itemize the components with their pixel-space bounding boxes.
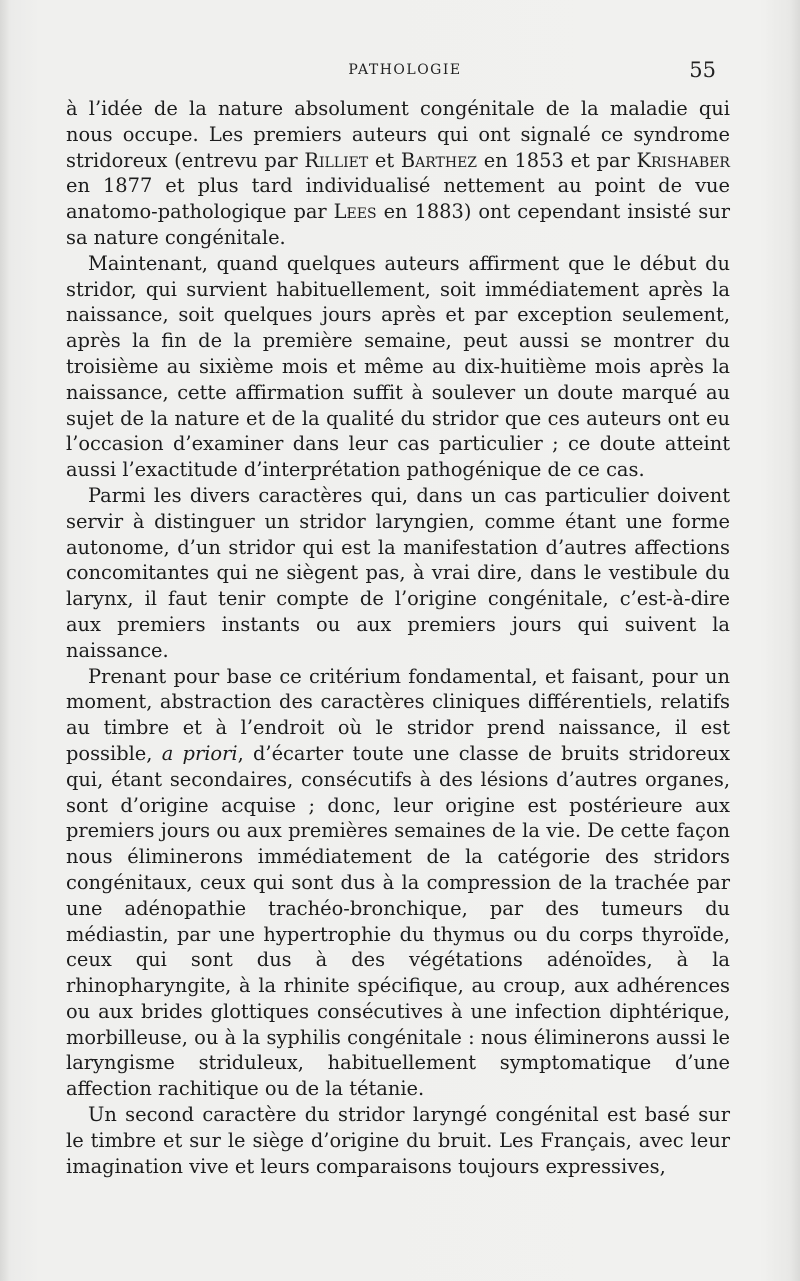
text-run: en 1853 et par	[477, 148, 637, 172]
text-run: à l’idée de la nature absolument congénitale de la maladie qui nous occupe. Les premiers auteurs qui ont signalé ce syndrome stridoreux (entrevu par	[66, 97, 730, 172]
body-text	[66, 96, 730, 1179]
paragraph	[66, 251, 730, 483]
paragraph	[66, 664, 730, 1103]
text-run: en 1877 et plus tard individualisé nettement au point de vue anatomo-pathologique par	[66, 174, 730, 224]
author-name: Krishaber	[636, 148, 730, 172]
author-name: Lees	[333, 200, 377, 224]
paragraph	[66, 96, 730, 251]
page-number: 55	[689, 58, 716, 82]
author-name: Rilliet	[304, 148, 369, 172]
text-run: Maintenant, quand quelques auteurs affirment que le début du stridor, qui survient habituellement, soit immédiatement après la naissance, soit quelques jours après et par exception seulement, après la fin de la première semaine, peut aussi se montrer du troisième au sixième mois et même au dix-huitième mois après la naissance, cette affirmation suffit à soulever un doute marqué au sujet de la nature et de la qualité du stridor que ces auteurs ont eu l’occasion d’examiner dans leur cas particulier ; ce doute atteint aussi l’exactitude d’interprétation pathogénique de ce cas.	[66, 251, 730, 482]
text-run: Parmi les divers caractères qui, dans un cas particulier doivent servir à distinguer un stridor laryngien, comme étant une forme autonome, d’un stridor qui est la manifestation d’autres affections concomitantes qui ne siègent pas, à vrai dire, dans le vestibule du larynx, il faut tenir compte de l’origine congénitale, c’est-à-dire aux premiers instants ou aux premiers jours qui suivent la naissance.	[66, 483, 730, 662]
text-run: et	[368, 148, 401, 172]
page-header	[0, 58, 800, 84]
text-run: en 1883) ont cependant insisté sur sa nature congénitale.	[66, 200, 730, 249]
paragraph	[66, 1102, 730, 1179]
page-edge	[0, 0, 10, 1281]
running-head: PATHOLOGIE	[348, 62, 462, 78]
text-run: Un second caractère du stridor laryngé congénital est basé sur le timbre et sur le siège d’origine du bruit. Les Français, avec leur imagination vive et leurs comparaisons toujours expressives,	[66, 1103, 730, 1178]
italic-text: a priori	[161, 741, 238, 765]
text-run: Prenant pour base ce critérium fondamental, et faisant, pour un moment, abstraction des caractères cliniques différentiels, relatifs au timbre et à l’endroit où le stridor prend naissance, il est possible,	[66, 664, 730, 765]
paragraph	[66, 483, 730, 664]
text-run: , d’écarter toute une classe de bruits stridoreux qui, étant secondaires, consécutifs à des lésions d’autres organes, sont d’origine acquise ; donc, leur origine est postérieure aux premiers jours ou aux premières semaines de la vie. De cette façon nous éliminerons immédiatement de la catégorie des stridors congénitaux, ceux qui sont dus à la compression de la trachée par une adénopathie trachéo-bronchique, par des tumeurs du médiastin, par une hypertrophie du thymus ou du corps thyroïde, ceux qui sont dus à des végétations adénoïdes, à la rhinopharyngite, à la rhinite spécifique, au croup, aux adhérences ou aux brides glottiques consécutives à une infection diphtérique, morbilleuse, ou à la syphilis congénitale : nous éliminerons aussi le laryngisme striduleux, habituellement symptomatique d’une affection rachitique ou de la tétanie.	[66, 741, 731, 1101]
author-name: Barthez	[400, 148, 478, 172]
